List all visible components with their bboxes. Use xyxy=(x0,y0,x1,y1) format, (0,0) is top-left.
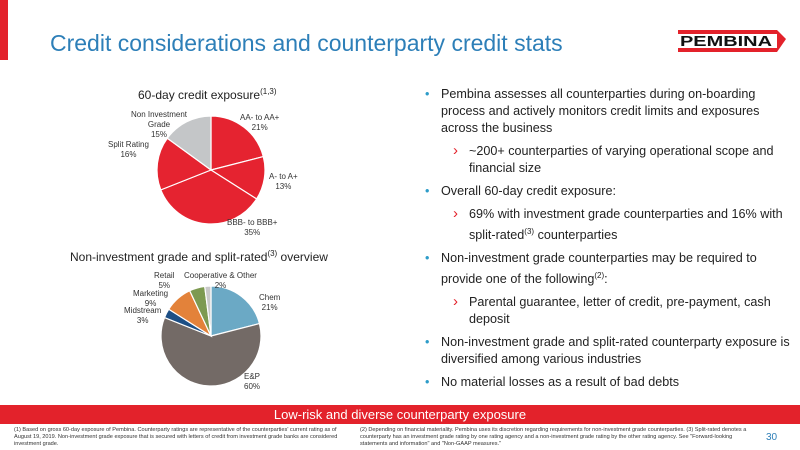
logo-text: PEMBINA xyxy=(680,33,773,50)
footnote-left: (1) Based on gross 60-day exposure of Pembina. Counterparty ratings are representative of the counterparties' current rating as of August 19, 2019. Non-investment grade exposure that is secured with letters of credit from investment grade banks are considered investment grade. xyxy=(14,427,338,447)
bullet-item: • Non-investment grade counterparties may be required to provide one of the following$^{(2)}$: xyxy=(425,250,795,288)
pembina-logo xyxy=(676,27,788,55)
pie2-label-chem: Chem 21% xyxy=(259,293,281,312)
pie2-label-marketing: Marketing 9% xyxy=(133,289,169,308)
pie2-label-retail: Retail 5% xyxy=(154,271,175,290)
pie1-label-split: Split Rating 16% xyxy=(108,140,149,159)
pie1-label-bbb: BBB- to BBB+ 35% xyxy=(227,218,278,237)
pie1-label-nig: Non Investment Grade 15% xyxy=(130,110,188,139)
footnote-right: (2) Depending on financial materiality. Pembina uses its discretion regarding requirements for non-investment grade counterparties. (3) Split-rated denotes a counterparty has an investment grade rating by one rating agency and a non-investment grade rating by the other rating agency. See "Forward-looking statements and information" and "Non-GAAP measures." xyxy=(360,427,747,447)
bullet-item: • Overall 60-day credit exposure: xyxy=(425,183,795,200)
bullet-item: • No material losses as a result of bad debts xyxy=(425,374,795,391)
summary-banner: Low-risk and diverse counterparty exposure xyxy=(0,405,800,424)
page-title: Credit considerations and counterparty credit stats xyxy=(50,30,563,56)
chart2-title: Non-investment grade and split-rated$^{(3)}$ overview xyxy=(70,249,328,264)
pie2-label-coop: Cooperative & Other 2% xyxy=(184,271,257,290)
pie2-label-ep: E&P 60% xyxy=(244,372,261,391)
sub-bullet-item: › ~200+ counterparties of varying operational scope and financial size xyxy=(425,143,795,177)
bullet-item: • Pembina assesses all counterparties during on-boarding process and actively monitors credit limits and exposures across the business xyxy=(425,86,795,137)
pie1-label-a: A- to A+ 13% xyxy=(269,172,298,191)
sub-bullet-item: › Parental guarantee, letter of credit, pre-payment, cash deposit xyxy=(425,294,795,328)
bullet-item: • Non-investment grade and split-rated counterparty exposure is diversified among various industries xyxy=(425,334,795,368)
page-number: 30 xyxy=(766,432,778,443)
sub-bullet-item: › 69% with investment grade counterparties and 16% with split-rated$^{(3)}$ counterparties xyxy=(425,206,795,244)
chart1-title: 60-day credit exposure$^{(1,3)}$ xyxy=(138,87,277,102)
pie1-label-aa: AA- to AA+ 21% xyxy=(240,113,280,132)
bullet-list xyxy=(425,86,795,397)
pie2-label-midstream: Midstream 3% xyxy=(124,306,162,325)
